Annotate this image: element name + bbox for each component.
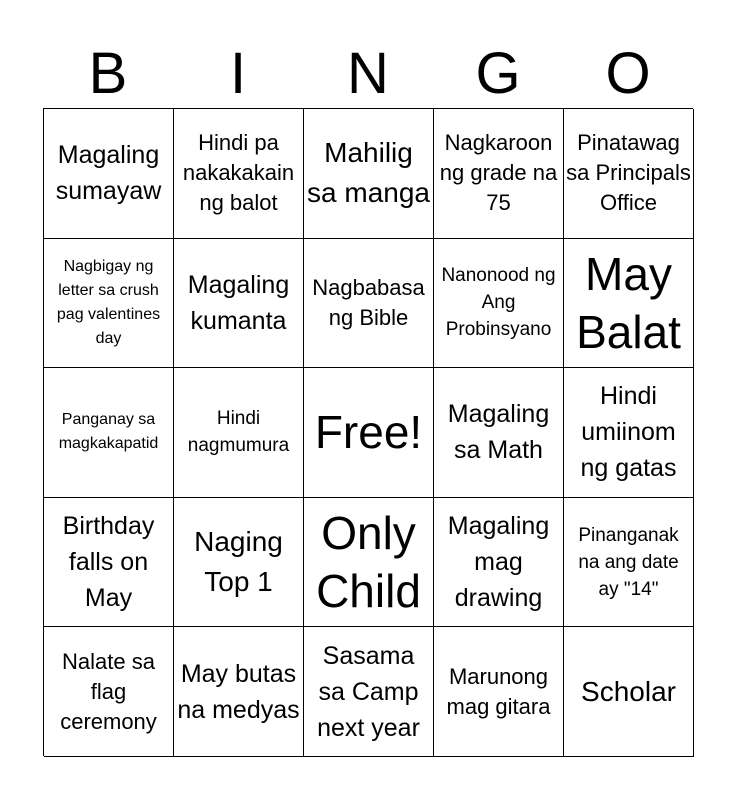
cell-text: Magaling sumayaw bbox=[55, 141, 162, 206]
bingo-cell[interactable] bbox=[44, 109, 174, 239]
bingo-cell[interactable] bbox=[564, 627, 694, 757]
cell-text: Scholar bbox=[581, 675, 676, 707]
header-letter-n: N bbox=[347, 41, 389, 106]
cell-text: Only Child bbox=[316, 507, 421, 618]
cell-text: Pinatawag sa Principals Office bbox=[566, 130, 691, 216]
cell-text: Mahilig sa manga bbox=[307, 137, 430, 209]
bingo-cell[interactable] bbox=[564, 239, 694, 369]
bingo-cell[interactable] bbox=[304, 498, 434, 628]
bingo-cell[interactable] bbox=[44, 239, 174, 369]
cell-text: Pinanganak na ang date ay "14" bbox=[578, 524, 679, 600]
cell-text: Birthday falls on May bbox=[62, 512, 155, 613]
cell-text: Marunong mag gitara bbox=[446, 663, 551, 719]
bingo-cell[interactable] bbox=[564, 368, 694, 498]
cell-text: Nalate sa flag ceremony bbox=[60, 648, 157, 734]
bingo-cell[interactable] bbox=[174, 498, 304, 628]
bingo-cell[interactable] bbox=[304, 109, 434, 239]
header-letter-i: I bbox=[229, 41, 247, 106]
cell-text: May butas na medyas bbox=[177, 659, 300, 724]
cell-text: May Balat bbox=[576, 247, 681, 358]
header-letter-o: O bbox=[605, 41, 651, 106]
cell-text: Magaling kumanta bbox=[187, 270, 290, 335]
free-space-text: Free! bbox=[314, 406, 423, 459]
bingo-cell[interactable] bbox=[44, 368, 174, 498]
cell-text: Sasama sa Camp next year bbox=[317, 641, 420, 742]
cell-text: Nagbigay ng letter sa crush pag valentines day bbox=[56, 257, 161, 347]
header-letter-b: B bbox=[88, 41, 128, 106]
bingo-cell[interactable] bbox=[434, 109, 564, 239]
bingo-cell[interactable] bbox=[174, 109, 304, 239]
cell-text: Hindi pa nakakakain ng balot bbox=[182, 130, 295, 216]
cell-text: Naging Top 1 bbox=[194, 526, 283, 598]
bingo-cell[interactable] bbox=[174, 627, 304, 757]
bingo-cell[interactable] bbox=[174, 239, 304, 369]
bingo-cell[interactable] bbox=[434, 239, 564, 369]
cell-text: Hindi nagmumura bbox=[187, 408, 290, 457]
bingo-board bbox=[43, 108, 693, 756]
cell-text: Nagkaroon ng grade na 75 bbox=[439, 130, 558, 216]
cell-text: Magaling mag drawing bbox=[447, 512, 550, 613]
free-space-cell[interactable] bbox=[304, 368, 434, 498]
cell-text: Hindi umiinom ng gatas bbox=[580, 382, 677, 483]
bingo-cell[interactable] bbox=[564, 109, 694, 239]
cell-text: Panganay sa magkakapatid bbox=[58, 411, 159, 453]
cell-text: Nanonood ng Ang Probinsyano bbox=[441, 265, 556, 341]
bingo-cell[interactable] bbox=[304, 239, 434, 369]
cell-text: Magaling sa Math bbox=[447, 400, 550, 465]
bingo-cell[interactable] bbox=[174, 368, 304, 498]
bingo-cell[interactable] bbox=[434, 368, 564, 498]
bingo-cell[interactable] bbox=[44, 627, 174, 757]
bingo-header bbox=[43, 40, 693, 108]
bingo-cell[interactable] bbox=[44, 498, 174, 628]
cell-text: Nagbabasa ng Bible bbox=[312, 274, 425, 330]
bingo-cell[interactable] bbox=[434, 627, 564, 757]
bingo-cell[interactable] bbox=[564, 498, 694, 628]
bingo-cell[interactable] bbox=[434, 498, 564, 628]
header-letter-g: G bbox=[475, 41, 521, 106]
bingo-cell[interactable] bbox=[304, 627, 434, 757]
